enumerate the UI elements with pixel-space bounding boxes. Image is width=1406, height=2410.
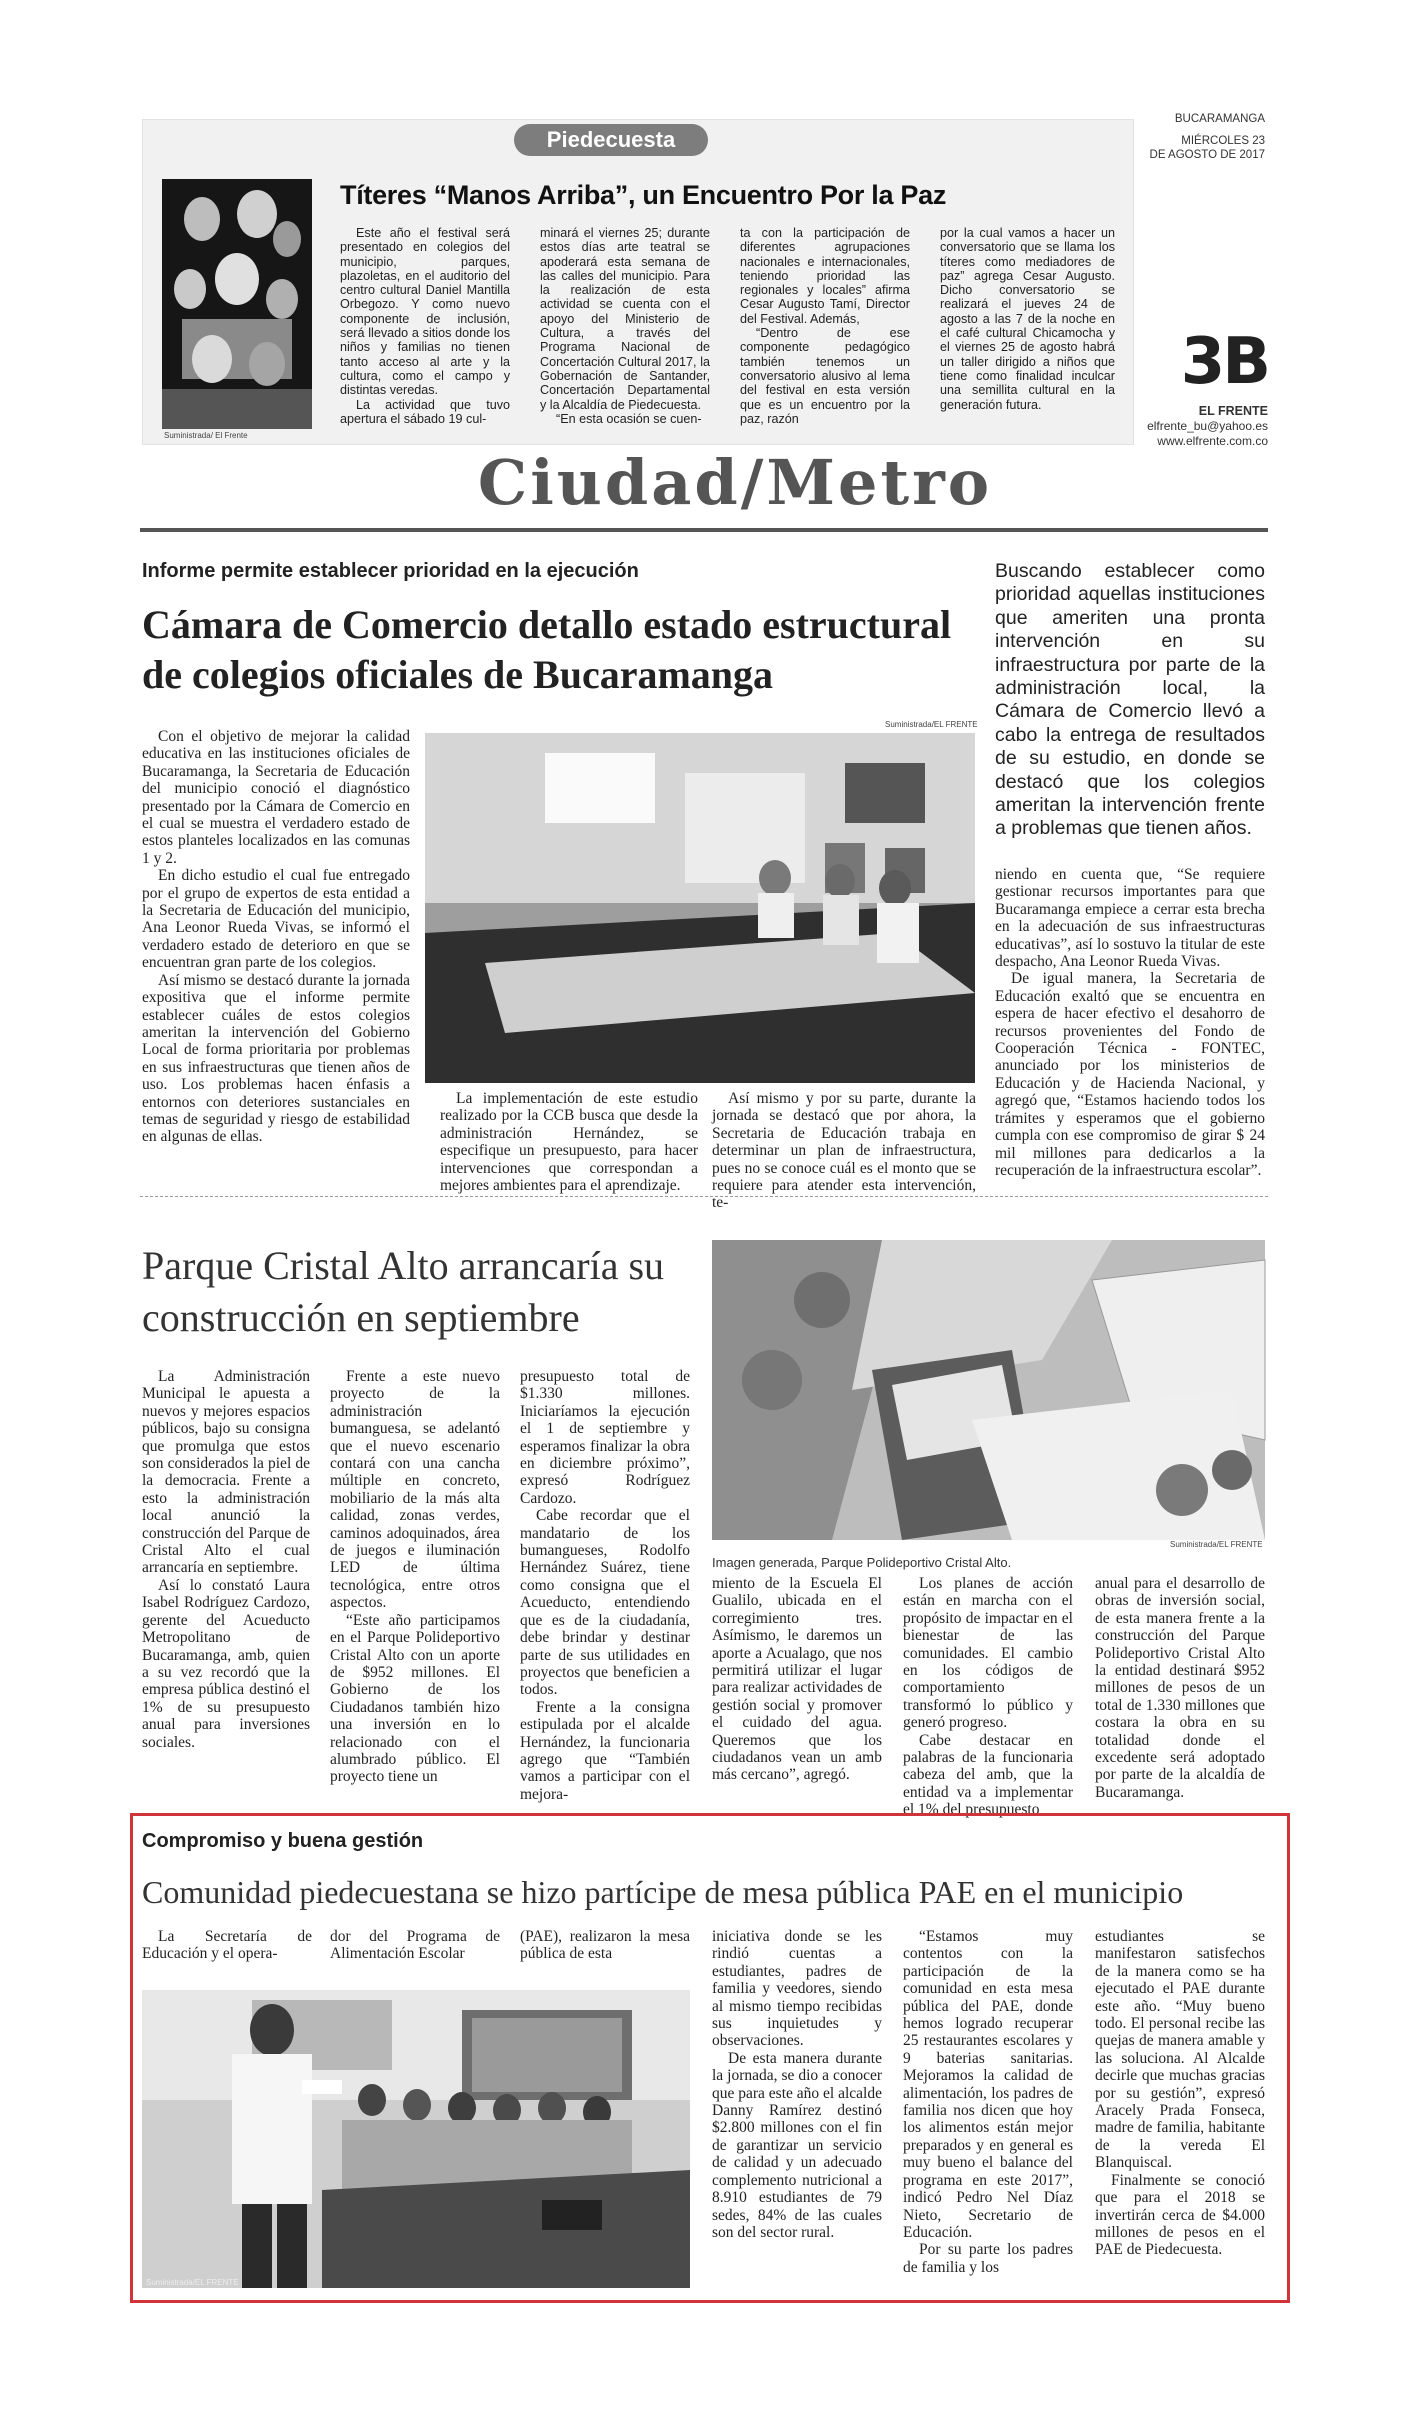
article2-col-4 [712,1575,882,1797]
paragraph: “Estamos muy contentos con la participación de la comunidad en esta mesa pública del PAE, donde hemos logrado recuperar 25 restaurantes escolares y 9 baterias sanitarias. Mejoramos la calidad de alimentación, los padres de familia nos dicen que hoy los alimentos están mejor preparados y en general es muy bueno el balance del programa en este 2017”, indicó Pedro Nel Díaz Nieto, Secretario de Educación. [903,1928,1073,2241]
puppets-photo [162,179,312,429]
date-line-1: MIÉRCOLES 23 [1181,135,1265,147]
article2-col-5 [903,1575,1073,1819]
paragraph: Así mismo se destacó durante la jornada expositiva que el informe permite establecer cuáles de estos colegios ameritan la intervención del Gobierno Local de forma prioritaria por problemas en sus infraestructuras que tienen años de uso. Los problemas hacen énfasis a entornos con deteriores sustanciales en temas de seguridad y riesgo de estabilidad en algunas de ellas. [142,971,410,1146]
article1-photo-credit: Suministrada/EL FRENTE [885,720,978,729]
paragraph: Con el objetivo de mejorar la calidad educativa en las instituciones oficiales de Bucaramanga, la Secretaria de Educación del municipio conoció el diagnóstico presentado por la Cámara de Comercio en el cual se muestra el verdadero estado de estos planteles localizados en las comunas 1 y 2. [142,728,410,867]
brief-col-1 [340,226,510,431]
article3-photo-credit: Suministrada/EL FRENTE [146,2278,239,2287]
paragraph: Así mismo y por su parte, durante la jornada se destacó que por ahora, la Secretaria de Educación trabaja en determinar un plan de infraestructura, pues no se conoce cuál es el monto que se requiere para atender esta intervención, te- [712,1090,976,1212]
website: www.elfrente.com.co [1157,434,1268,448]
brief-col-4 [940,226,1115,431]
article3-col-6 [1095,1928,1265,2290]
paragraph: Cabe recordar que el mandatario de los bumangueses, Rodolfo Hernández Suárez, tiene como consigna que el Acueducto, entendiendo que es de la ciudadanía, debe brindar y destinar parte de sus utilidades en proyectos que beneficien a todos. [520,1507,690,1699]
section-rule [140,528,1268,532]
paragraph: iniciativa donde se les rindió cuentas a estudiantes, padres de familia y veedores, siendo al mismo tiempo recibidas sus inquietudes y observaciones. [712,1928,882,2050]
brief-tab: Piedecuesta [514,124,708,156]
brief-headline: Títeres “Manos Arriba”, un Encuentro Por la Paz [340,180,947,210]
meeting-photo [425,733,975,1083]
paragraph: “Este año participamos en el Parque Polideportivo Cristal Alto con un aporte de $952 millones. El Gobierno de los Ciudadanos también hizo una inversión en lo relacionado con el alumbrado público. El proyecto tiene un [330,1611,500,1786]
header-contact [1100,404,1268,449]
section-title: Ciudad/Metro [477,446,993,519]
paragraph: “Dentro de ese componente pedagógico también tenemos un conversatorio alusivo al lema del festival en esta versión que es un encuentro por la paz, razón [740,326,910,426]
article2-photo-caption: Imagen generada, Parque Polideportivo Cristal Alto. [712,1555,1012,1570]
article1-pullquote: Buscando establecer como prioridad aquellas instituciones que ameriten una pronta intervención en su infraestructura por parte de la administración local, la Cámara de Comercio llevó a cabo la entrega de resultados de su estudio, en donde se destacó que los colegios ameritan la intervención frente a problemas que tienen años. [995,560,1265,840]
city: BUCARAMANGA [1174,113,1265,125]
paragraph: minará el viernes 25; durante estos días arte teatral se apoderará esta semana de las calles del municipio. Para la realización de esta actividad se cuenta con el apoyo del Ministerio de Cultura, a través del Programa Nacional de Concertación Cultural 2017, la Gobernación de Santander, Concertación Departamental y la Alcaldía de Piedecuesta. [540,226,710,412]
paragraph: Los planes de acción están en marcha con el propósito de impactar en el bienestar de las comunidades. El cambio en los códigos de comportamiento transformó lo público y generó progreso. [903,1575,1073,1732]
paragraph: De igual manera, la Secretaria de Educación exaltó que se encuentra en espera de hacer efectivo el desahorro de recursos provenientes del Fondo de Cooperación Técnica - FONTEC, anunciado por los ministerios de Educación y de Hacienda Nacional, y agregó que, “Estamos haciendo todos los trámites y esperamos que el gobierno cumpla con ese compromiso de girar $ 24 mil millones para dedicarlos a la recuperación de la infraestructura escolar”. [995,970,1265,1179]
paragraph: miento de la Escuela El Gualilo, ubicada en el corregimiento tres. Asímismo, le daremos un aporte a Acualago, que nos permitirá utilizar el lugar para realizar actividades de gestión social y promover el cuidado del agua. Queremos que los ciudadanos vean un amb más cercano”, agregó. [712,1575,882,1784]
paragraph: Este año el festival será presentado en colegios del municipio, parques, plazoletas, en el auditorio del centro cultural Daniel Mantilla Orbegozo. Y como nuevo componente de inclusión, será llevado a sitios donde los niños y familias no tienen tanto acceso al arte y la cultura, como el campo y distintas veredas. [340,226,510,398]
article2-col-6 [1095,1575,1265,1801]
email: elfrente_bu@yahoo.es [1147,419,1268,433]
page-number: 3B [1180,325,1268,399]
paragraph: Por su parte los padres de familia y los [903,2241,1073,2276]
paragraph: Frente a la consigna estipulada por el alcalde Hernández, la funcionaria agrego que “También vamos a participar con el mejora- [520,1698,690,1803]
paragraph: ta con la participación de diferentes agrupaciones nacionales e internacionales, teniendo prioridad las regionales y locales” afirma Cesar Augusto Tamí, Director del Festival. Además, [740,226,910,326]
paragraph: niendo en cuenta que, “Se requiere gestionar recursos importantes para que Bucaramanga empiece a cerrar esta brecha en la adecuación de sus infraestructuras educativas”, así lo sostuvo la titular de este despacho, Ana Leonor Rueda Vivas. [995,866,1265,971]
article2-col-2 [330,1368,500,1796]
article3-headline: Comunidad piedecuestana se hizo partícipe de mesa pública PAE en el municipio [142,1874,1184,1910]
article1-col-3 [712,1090,976,1212]
article3-col-4 [712,1928,882,2290]
article3-col-1 [142,1928,312,1968]
article1-col-2 [440,1090,698,1195]
date-line-2: DE AGOSTO DE 2017 [1149,149,1265,161]
divider [140,1196,1268,1197]
paragraph: De esta manera durante la jornada, se dio a conocer que para este año el alcalde Danny Ramírez destinó $2.800 millones con el fin de garantizar un servicio de calidad y un adecuado complemento nutricional a 8.910 estudiantes de 79 sedes, 84% de las cuales son del sector rural. [712,2049,882,2241]
park-render-photo [712,1240,1265,1540]
paragraph: presupuesto total de $1.330 millones. Iniciaríamos la ejecución el 1 de septiembre y esperamos finalizar la obra en diciembre próximo”, expresó Rodríguez Cardozo. [520,1368,690,1507]
paragraph: La actividad que tuvo apertura el sábado 19 cul- [340,397,510,426]
paragraph: por la cual vamos a hacer un conversatorio que se llama los títeres como mediadores de paz” agrega Cesar Augusto. Dicho conversatorio se realizará el jueves 24 de agosto a las 7 de la noche en el café cultural Chicamocha y el viernes 25 de agosto habrá un taller dirigido a niños que tiene como finalidad inculcar una semillita cultural en la generación futura. [940,226,1115,412]
paragraph: anual para el desarrollo de obras de inversión social, de esta manera frente a la construcción del Parque Polideportivo Cristal Alto la entidad destinará $952 millones de pesos de un total de 1.330 millones que costara la obra en su totalidad donde el excedente será adoptado por parte de la alcaldía de Bucaramanga. [1095,1575,1265,1801]
brief-columns [340,226,1120,431]
publication-name: EL FRENTE [1198,404,1268,418]
brief-col-3 [740,226,910,431]
paragraph: “En esta ocasión se cuen- [556,411,702,426]
article2-col-3 [520,1368,690,1803]
header-info [1140,112,1265,162]
paragraph: En dicho estudio el cual fue entregado por el grupo de expertos de esta entidad a la Secretaria de Educación del municipio, Ana Leonor Rueda Vivas, se informó el verdadero estado de deterioro en que se encuentran gran parte de los colegios. [142,867,410,972]
paragraph: dor del Programa de Alimentación Escolar [330,1928,500,1963]
article2-headline: Parque Cristal Alto arrancaría su construcción en septiembre [142,1243,665,1340]
paragraph: Finalmente se conoció que para el 2018 se invertirán cerca de $4.000 millones de pesos en el PAE de Piedecuesta. [1095,2171,1265,2259]
article1-col-4 [995,866,1265,1179]
article3-col-2 [330,1928,500,1968]
paragraph: Frente a este nuevo proyecto de la administración bumanguesa, se adelantó que el nuevo escenario contará con una cancha múltiple en concreto, mobiliario de la más alta calidad, zonas verdes, caminos adoquinados, área de juegos e iluminación LED de última tecnológica, entre otros aspectos. [330,1368,500,1612]
article2-col-1 [142,1368,310,1796]
paragraph: (PAE), realizaron la mesa pública de esta [520,1928,690,1963]
paragraph: La implementación de este estudio realizado por la CCB busca que desde la administración Hernández, se especifique un presupuesto, para hacer intervenciones que correspondan a mejores ambientes para el aprendizaje. [440,1090,698,1195]
brief-photo-credit: Suministrada/ El Frente [164,431,248,440]
paragraph: La Secretaría de Educación y el opera- [142,1928,312,1963]
article1-col-1 [142,728,410,1173]
brief-col-2 [540,226,710,431]
article2-photo-credit: Suministrada/EL FRENTE [1170,1540,1263,1549]
pae-meeting-photo [142,1990,690,2288]
paragraph: estudiantes se manifestaron satisfechos de la manera como se ha ejecutado el PAE durante este año. “Muy bueno todo. El personal recibe las quejas de manera amable y las soluciona. Al Alcalde decirle que muchas gracias por su gestión”, expresó Aracely Prada Fonseca, madre de familia, habitante de la vereda El Blanquiscal. [1095,1928,1265,2172]
article3-col-3 [520,1928,690,1968]
paragraph: La Administración Municipal le apuesta a nuevos y mejores espacios públicos, bajo su consigna que promulga que estos son considerados la piel de la democracia. Frente a esto la administración local anunció la construcción del Parque de Cristal Alto el cual arrancaría en septiembre. [142,1368,310,1577]
article1-headline: Cámara de Comercio detallo estado estructural de colegios oficiales de Bucaramanga [142,602,952,697]
article3-col-5 [903,1928,1073,2290]
article3-kicker: Compromiso y buena gestión [142,1830,424,1852]
paragraph: Cabe destacar en palabras de la funcionaria cabeza del amb, que la entidad va a implementar el 1% del presupuesto [903,1731,1073,1819]
article1-kicker: Informe permite establecer prioridad en la ejecución [142,560,639,582]
paragraph: Así lo constató Laura Isabel Rodríguez Cardozo, gerente del Acueducto Metropolitano de Bucaramanga, amb, quien a su vez recordó que la empresa pública destinó el 1% de su presupuesto anual para inversiones sociales. [142,1576,310,1751]
